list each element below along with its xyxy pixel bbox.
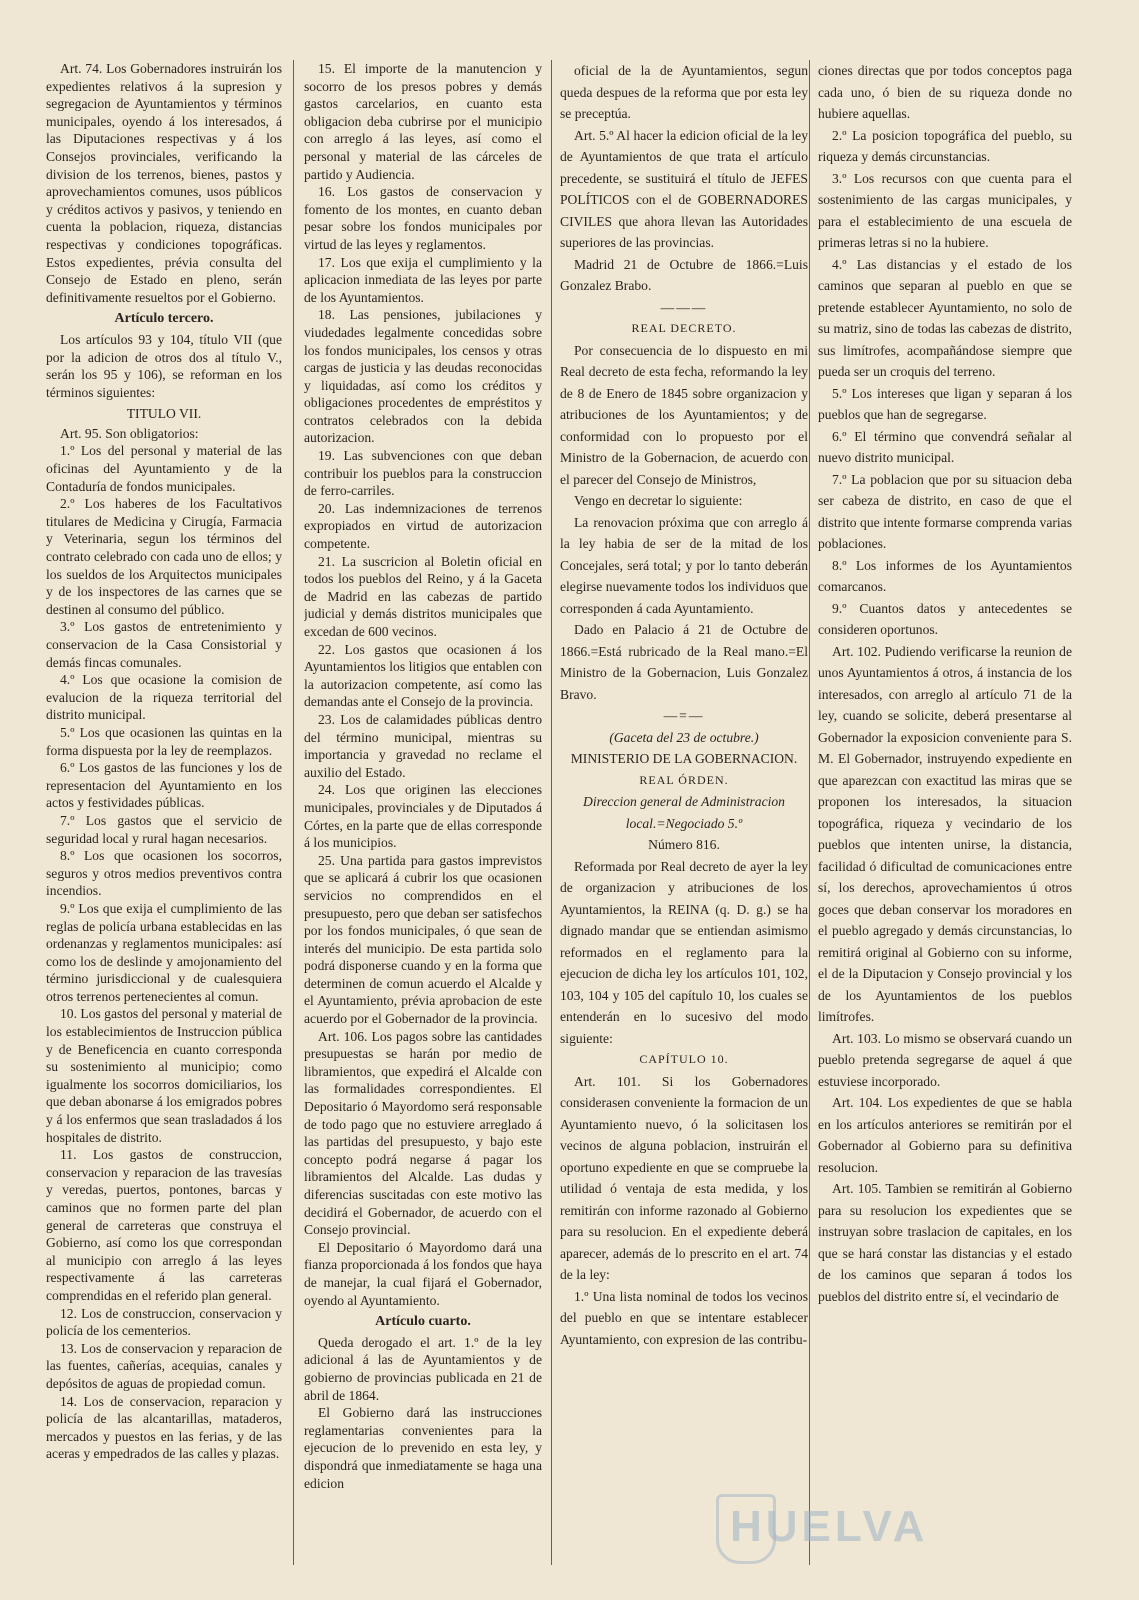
paragraph: 8.º Los que ocasionen los socorros, seguros y otros medios preventivos contra incendios. <box>46 848 282 899</box>
paragraph: Art. 101. Si los Gobernadores considerasen conveniente la formacion de un Ayuntamiento nuevo, ó la solicitasen los vecinos de alguna poblacion, instruirán el oportuno expediente en que se compruebe la utilidad ó ventaja de esta medida, y los remitirán con informe razonado al Gobierno para su resolucion. En el expediente deberá aparecer, además de lo prescrito en el art. 74 de la ley: <box>560 1073 808 1282</box>
paragraph: Art. 102. Pudiendo verificarse la reunion de unos Ayuntamientos á otros, á instancia de los interesados, con arreglo al artículo 71 de la ley, cuando se solicite, deberá presentarse al Gobernador la exposicion conveniente para S. M. El Gobernador, instruyendo expediente en que aparezcan con exactitud las miras que se proponen los interesados, la situacion topográfica, riqueza y vecindario de los pueblos que intenten unirse, la distancia, facilidad ó dificultad de comunicaciones entre sí, los derechos, aprovechamientos ú otros goces que deban conservar los moradores en el pueblo agregado y demás circunstancias, lo remitirá original al Gobierno con su informe, el de la Diputacion y Consejo provincial y los de los Ayuntamientos de los pueblos limítrofes. <box>818 643 1072 1024</box>
paragraph: El Depositario ó Mayordomo dará una fianza proporcionada á los fondos que haya de manejar, la cual fijará el Gobernador, oyendo al Ayuntamiento. <box>304 1239 542 1308</box>
paragraph: 18. Las pensiones, jubilaciones y viudedades legalmente concedidas sobre los fondos municipales, los censos y otras cargas de justicia y las deudas reconocidas y liquidadas, así como los créditos y obligaciones procedentes de empréstitos y contratos celebrados con la debida autorizacion. <box>304 307 542 446</box>
text-column-2 <box>304 60 542 1565</box>
paragraph: 5.º Los que ocasionen las quintas en la forma dispuesta por la ley de reemplazos. <box>46 724 282 758</box>
paragraph: 15. El importe de la manutencion y socorro de los presos pobres y demás gastos carcelarios, en cuanto esta obligacion deba cubrirse por el municipio con arreglo á las leyes, así como el personal y material de las cárceles de partido y Audiencia. <box>304 61 542 182</box>
paragraph: 21. La suscricion al Boletin oficial en todos los pueblos del Reino, y á la Gaceta de Madrid en las cabezas de partido judicial y demás distritos municipales que excedan de 600 vecinos. <box>304 553 542 639</box>
paragraph: Art. 104. Los expedientes de que se habla en los artículos anteriores se remitirán por el Gobernador al Gobierno para su definitiva resolucion. <box>818 1095 1072 1175</box>
paragraph: 1.º Una lista nominal de todos los vecinos del pueblo en que se intentare establecer Ayuntamiento, con expresion de las contribu- <box>560 1288 808 1347</box>
section-heading: Artículo tercero. <box>114 311 214 327</box>
small-caps-heading: REAL ÓRDEN. <box>639 772 729 787</box>
paragraph: Madrid 21 de Octubre de 1866.=Luis Gonzalez Brabo. <box>560 256 808 293</box>
small-caps-heading: CAPÍTULO 10. <box>639 1052 729 1066</box>
separator: ——— <box>660 299 708 315</box>
paragraph: 20. Las indemnizaciones de terrenos expropiados en virtud de autorizacion competente. <box>304 500 542 552</box>
paragraph: 25. Una partida para gastos imprevistos que se aplicará á cubrir los que ocasionen servicios no comprendidos en el presupuesto, pero que deban ser satisfechos por los fondos municipales, ó que sean de interés del municipio. De esta partida solo podrá disponerse cuando y en la forma que determinen de comun acuerdo el Alcalde y el Ayuntamiento, prévia aprobacion de este acuerdo por el Gobernador de la provincia. <box>304 852 542 1027</box>
paragraph: 7.º La poblacion que por su situacion deba ser cabeza de distrito, en caso de que el distrito que intente formarse comprenda varias poblaciones. <box>818 471 1072 551</box>
text-column-3 <box>560 60 808 1565</box>
text-column-4 <box>818 60 1072 1565</box>
paragraph: 14. Los de conservacion, reparacion y policía de las alcantarillas, mataderos, mercados y puestos en las ferias, y de las aceras y empedrados de las calles y plazas. <box>46 1393 282 1462</box>
paragraph: Art. 105. Tambien se remitirán al Gobierno para su resolucion los expedientes que se instruyan sobre traslacion de capitales, en los que se hará constar las distancias y el estado de los caminos que separan á todos los pueblos del distrito entre sí, el vecindario de <box>818 1181 1072 1304</box>
paragraph: 4.º Las distancias y el estado de los caminos que separan al pueblo en que se pretende establecer Ayuntamiento, no solo de su matriz, sino de todas las cabezas de distrito, sus limítrofes, acompañándose siempre que pueda ser un croquis del terreno. <box>818 256 1072 379</box>
paragraph: 24. Los que originen las elecciones municipales, provinciales y de Diputados á Córtes, en la parte que de ellas corresponde á los municipios. <box>304 782 542 851</box>
centered-heading: MINISTERIO DE LA GOBERNACION. <box>570 751 798 766</box>
paragraph: 2.º Los haberes de los Facultativos titulares de Medicina y Cirugía, Farmacia y Veterinaria, segun los términos del contrato celebrado con cada uno de ellos; y los sueldos de los Arquitectos municipales y de los inspectores de las carnes que se destinen al consumo del público. <box>46 496 282 617</box>
small-caps-heading: REAL DECRETO. <box>631 321 737 335</box>
paragraph: 4.º Los que ocasione la comision de evalucion de la riqueza territorial del distrito municipal. <box>46 672 282 723</box>
section-heading: Artículo cuarto. <box>375 1314 471 1330</box>
paragraph: oficial de la de Ayuntamientos, segun queda despues de la reforma que por esta ley se preceptúa. <box>560 63 808 121</box>
paragraph: Queda derogado el art. 1.º de la ley adicional á las de Ayuntamientos y de gobierno de provincias publicada en 21 de abril de 1864. <box>304 1334 542 1403</box>
paragraph: 10. Los gastos del personal y material de los establecimientos de Instruccion pública y de Beneficencia en cuanto corresponda su sostenimiento al municipio; como igualmente los socorros domiciliarios, los que deban abonarse á los emigrados pobres y á los enfermos que sean trasladados á los hospitales de distrito. <box>46 1006 282 1145</box>
paragraph: 6.º Los gastos de las funciones y los de representacion del Ayuntamiento en los actos y festividades públicas. <box>46 760 282 811</box>
paragraph: 12. Los de construccion, conservacion y policía de los cementerios. <box>46 1305 282 1339</box>
text-column-1 <box>46 60 282 1565</box>
paragraph: 13. Los de conservacion y reparacion de las fuentes, cañerías, acequias, canales y depósitos de aguas de propiedad comun. <box>46 1340 282 1391</box>
column-rule <box>809 60 810 1565</box>
paragraph: La renovacion próxima que con arreglo á la ley habia de ser de la mitad de los Concejales, será total; y por lo tanto deberán elegirse nuevamente todos los individuos que corresponden á cada Ayuntamiento. <box>560 514 808 616</box>
italic-heading: Direccion general de Administracion local.=Negociado 5.º <box>583 794 785 831</box>
paragraph: 2.º La posicion topográfica del pueblo, su riqueza y demás circunstancias. <box>818 127 1072 164</box>
paragraph: 9.º Cuantos datos y antecedentes se consideren oportunos. <box>818 600 1072 637</box>
column-rule <box>293 60 294 1565</box>
paragraph: Vengo en decretar lo siguiente: <box>574 493 743 508</box>
paragraph: 7.º Los gastos que el servicio de seguridad local y rural hagan necesarios. <box>46 812 282 846</box>
paragraph: 6.º El término que convendrá señalar al nuevo distrito municipal. <box>818 428 1072 465</box>
paragraph: Art. 74. Los Gobernadores instruirán los expedientes relativos á la supresion y segregacion de Ayuntamientos y términos municipales, oyendo á los interesados, á las Diputaciones respectivas y á los Consejos provinciales, verificando la division de los terrenos, bienes, pastos y aprovechamientos comunes, usos públicos y créditos activos y pasivos, y teniendo en cuenta la poblacion, riqueza, distancias respectivas y condiciones topográficas. Estos expedientes, prévia consulta del Consejo de Estado en pleno, serán definitivamente resueltos por el Gobierno. <box>46 61 282 305</box>
paragraph: Los artículos 93 y 104, título VII (que por la adicion de otros dos al título V., serán los 95 y 106), se reforman en los términos siguientes: <box>46 331 282 400</box>
paragraph: Art. 103. Lo mismo se observará cuando un pueblo pretenda segregarse de aquel á que estuviese incorporado. <box>818 1030 1072 1089</box>
paragraph: Reformada por Real decreto de ayer la ley de organizacion y atribuciones de los Ayuntamientos, la REINA (q. D. g.) se ha dignado mandar que se entiendan asimismo reformados en el reglamento para la ejecucion de dicha ley los artículos 101, 102, 103, 104 y 105 del capítulo 10, los cuales se entenderán en lo sucesivo del modo siguiente: <box>560 858 808 1046</box>
title-heading: TITULO VII. <box>126 406 202 422</box>
paragraph: 8.º Los informes de los Ayuntamientos comarcanos. <box>818 557 1072 594</box>
paragraph: 5.º Los intereses que ligan y separan á los pueblos que han de segregarse. <box>818 385 1072 422</box>
paragraph: ciones directas que por todos conceptos paga cada uno, ó bien de su riqueza donde no hubiere aquellas. <box>818 63 1072 121</box>
watermark: HUELVA <box>730 1502 929 1551</box>
paragraph: 23. Los de calamidades públicas dentro del término municipal, mientras su importancia y gravedad no reclame el auxilio del Estado. <box>304 711 542 780</box>
paragraph: 1.º Los del personal y material de las oficinas del Ayuntamiento y de la Contaduría de fondos municipales. <box>46 443 282 494</box>
paragraph: 3.º Los gastos de entretenimiento y conservacion de la Casa Consistorial y demás fincas comunales. <box>46 619 282 670</box>
paragraph: Dado en Palacio á 21 de Octubre de 1866.=Está rubricado de la Real mano.=El Ministro de la Gobernacion, Luis Gonzalez Bravo. <box>560 622 808 702</box>
paragraph: 3.º Los recursos con que cuenta para el sostenimiento de las cargas municipales, y para el establecimiento de una escuela de primeras letras si no la hubiere. <box>818 170 1072 250</box>
paragraph: 16. Los gastos de conservacion y fomento de los montes, en cuanto deban pesar sobre los fondos municipales por virtud de las leyes y reglamentos. <box>304 184 542 252</box>
paragraph: 11. Los gastos de construccion, conservacion y reparacion de las travesías y veredas, puertos, pontones, barcas y caminos que no formen parte del plan general de carreteras que construya el Gobierno, así como los que correspondan al municipio con arreglo á las leyes respectivamente á las carreteras comprendidas en el referido plan general. <box>46 1147 282 1303</box>
centered-heading: Número 816. <box>648 837 720 852</box>
paragraph: Art. 5.º Al hacer la edicion oficial de la ley de Ayuntamientos de que trata el artículo precedente, se sustituirá el título de JEFES POLÍTICOS con el de GOBERNADORES CIVILES que ahora llevan las Autoridades superiores de las provincias. <box>560 127 808 250</box>
paragraph: El Gobierno dará las instrucciones reglamentarias convenientes para la ejecucion de lo prevenido en esta ley, y dispondrá que inmediatamente se haga una edicion <box>304 1405 542 1491</box>
paragraph: Por consecuencia de lo dispuesto en mi Real decreto de esta fecha, reformando la ley de 8 de Enero de 1845 sobre organizacion y atribuciones de los Ayuntamientos; y de conformidad con lo propuesto por el Ministro de la Gobernacion, de acuerdo con el parecer del Consejo de Ministros, <box>560 342 808 487</box>
separator: —=— <box>663 708 705 723</box>
italic-heading: (Gaceta del 23 de octubre.) <box>609 729 759 745</box>
column-rule <box>551 60 552 1565</box>
paragraph: 19. Las subvenciones con que deban contribuir los pueblos para la construccion de ferro-carriles. <box>304 448 542 499</box>
paragraph: 22. Los gastos que ocasionen á los Ayuntamientos los litigios que entablen con la autorizacion competente, así como las demandas ante el Consejo de la provincia. <box>304 641 542 710</box>
paragraph: 17. Los que exija el cumplimiento y la aplicacion inmediata de las leyes por parte de los Ayuntamientos. <box>304 254 542 305</box>
paragraph: Art. 95. Son obligatorios: <box>60 425 199 441</box>
paragraph: Art. 106. Los pagos sobre las cantidades presupuestas se harán por medio de libramientos, que expedirá el Alcalde con las formalidades correspondientes. El Depositario ó Mayordomo será responsable de todo pago que no estuviere arreglado á las partidas del presupuesto, y bajo este concepto podrá negarse á pagar los libramientos del Alcalde. Las dudas y diferencias suscitadas con este motivo las decidirá el Gobernador, de acuerdo con el Consejo provincial. <box>304 1028 542 1238</box>
paragraph: 9.º Los que exija el cumplimiento de las reglas de policía urbana establecidas en las ordenanzas y reglamentos municipales: así como los de deslinde y amojonamiento del término jurisdiccional y de cualesquiera otros terrenos pertenecientes al comun. <box>46 900 282 1004</box>
